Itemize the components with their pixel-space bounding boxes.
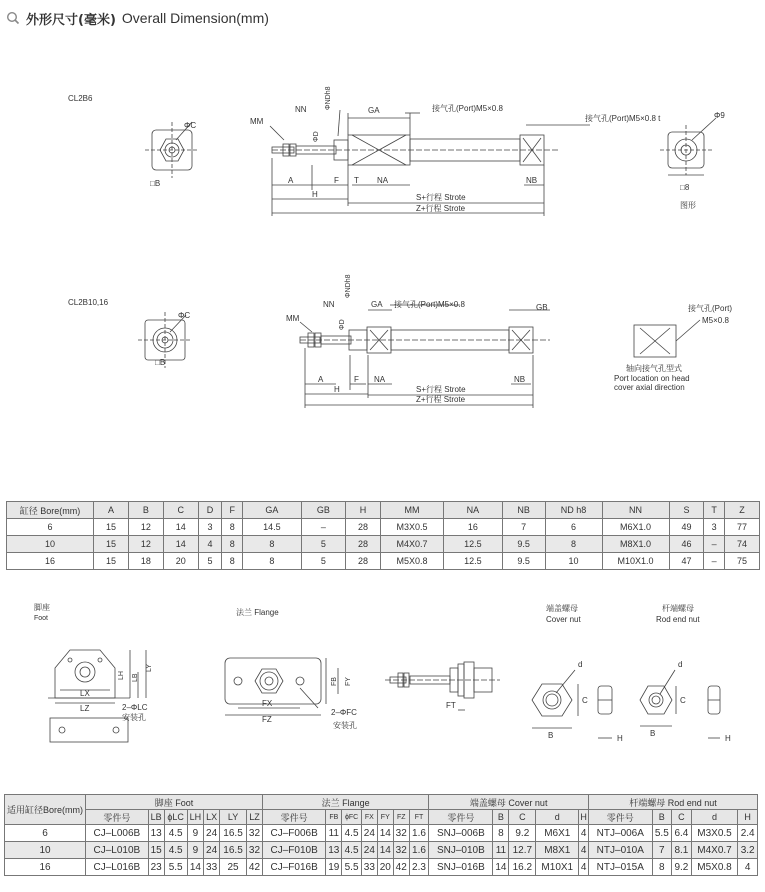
foot-title-cn: 脚座 (34, 603, 50, 612)
spec-cell: – (704, 553, 725, 570)
flange-side-drawing (385, 662, 500, 710)
flange-group-header: 法兰 Flange (262, 795, 428, 810)
cl2b6-z-stroke-label: Z+行程 Strote (416, 204, 466, 213)
cover-subheader: 零件号 (429, 810, 493, 825)
flange-cell: 11 (326, 825, 342, 842)
spec-cell: 8 (545, 536, 602, 553)
foot-group-header: 脚座 Foot (86, 795, 263, 810)
rod-nut-b-label: B (650, 729, 656, 738)
cl2b10-nn-label: NN (323, 300, 335, 309)
cl2b6-na-label: NA (377, 176, 389, 185)
spec-header: F (222, 502, 243, 519)
flange-cell: 42 (393, 859, 409, 876)
rodend-subheader: H (738, 810, 758, 825)
flange-fc-label: 2–ΦFC (331, 708, 357, 717)
spec-cell: 5 (198, 553, 222, 570)
flange-cell: 33 (361, 859, 377, 876)
title-en: Overall Dimension(mm) (121, 10, 269, 26)
flange-cell: 14 (377, 842, 393, 859)
spec-cell: 28 (346, 536, 381, 553)
cl2b10-model-label: CL2B10,16 (68, 298, 109, 307)
foot-cell: CJ–L010B (86, 842, 149, 859)
flange-subheader: FT (409, 810, 429, 825)
flange-fy-label: FY (345, 677, 352, 686)
cl2b6-shape-label: 图形 (680, 201, 696, 210)
spec-cell: M6X1.0 (602, 519, 669, 536)
foot-cell: CJ–L016B (86, 859, 149, 876)
cl2b10-z-stroke-label: Z+行程 Strote (416, 395, 466, 404)
accessory-group-header-row (5, 795, 758, 810)
spec-cell: 8 (222, 536, 243, 553)
cl2b10-nb-label: NB (514, 375, 526, 384)
cover-cell: SNJ–016B (429, 859, 493, 876)
spec-cell: 16 (7, 553, 94, 570)
cover-nut-title-cn: 端盖螺母 (546, 604, 578, 613)
spec-cell: 3 (704, 519, 725, 536)
rodend-cell: 6.4 (672, 825, 692, 842)
flange-cell: 24 (361, 825, 377, 842)
flange-cell: 32 (393, 825, 409, 842)
rod-end-title-en: Rod end nut (656, 615, 700, 624)
spec-row (7, 519, 760, 536)
spec-cell: 7 (502, 519, 545, 536)
spec-cell: 5 (301, 553, 345, 570)
cover-cell: 4 (579, 825, 589, 842)
spec-cell: 8 (243, 536, 302, 553)
cl2b6-port2-label: 接气孔(Port)M5×0.8 t (585, 114, 661, 123)
rodend-cell: M4X0.7 (691, 842, 738, 859)
cover-cell: M6X1 (536, 825, 579, 842)
spec-header: A (94, 502, 129, 519)
cl2b10-port-label: 接气孔(Port)M5×0.8 (394, 300, 465, 309)
cover-subheader: B (493, 810, 509, 825)
rodend-cell: 5.5 (652, 825, 672, 842)
foot-cell: 32 (246, 842, 262, 859)
cl2b10-port-side-label: 接气孔(Port) (688, 304, 732, 313)
bore-cell: 6 (5, 825, 86, 842)
cover-subheader: d (536, 810, 579, 825)
spec-header: NB (502, 502, 545, 519)
foot-subheader: LY (220, 810, 247, 825)
cover-nut-b-label: B (548, 731, 554, 740)
spec-header: NN (602, 502, 669, 519)
rodend-subheader: C (672, 810, 692, 825)
rodend-cell: 8.1 (672, 842, 692, 859)
spec-cell: 10 (545, 553, 602, 570)
foot-cell: 16.5 (220, 825, 247, 842)
spec-cell: 9.5 (502, 553, 545, 570)
accessory-row (5, 825, 758, 842)
foot-lb-label: LB (132, 673, 139, 682)
foot-lh-label: LH (118, 671, 125, 680)
rodend-cell: NTJ–010A (589, 842, 652, 859)
cover-nut-title-en: Cover nut (546, 615, 581, 624)
spec-table (6, 501, 760, 570)
foot-cell: 13 (148, 825, 164, 842)
foot-subheader: LX (204, 810, 220, 825)
cl2b6-d-label: ΦD (313, 131, 320, 142)
flange-hole-label: 安装孔 (333, 721, 357, 730)
rodend-cell: 3.2 (738, 842, 758, 859)
flange-ft-label: FT (446, 701, 456, 710)
foot-cell: 24 (204, 825, 220, 842)
foot-drawing (48, 650, 146, 742)
flange-subheader: FX (361, 810, 377, 825)
cl2b10-ga-label: GA (371, 300, 383, 309)
cover-cell: 4 (579, 859, 589, 876)
title-cn: 外形尺寸(毫米) (26, 12, 116, 28)
cl2b10-f-label: F (354, 375, 359, 384)
foot-cell: 33 (204, 859, 220, 876)
spec-header: T (704, 502, 725, 519)
accessory-sub-header-row (5, 810, 758, 825)
spec-cell: 14.5 (243, 519, 302, 536)
foot-lz-label: LZ (80, 704, 90, 713)
spec-cell: 12 (128, 536, 163, 553)
foot-cell: 9 (187, 842, 203, 859)
spec-cell: 14 (163, 519, 198, 536)
cl2b6-port-label: 接气孔(Port)M5×0.8 (432, 104, 503, 113)
cover-cell: 11 (493, 842, 509, 859)
cover-cell: SNJ–010B (429, 842, 493, 859)
flange-subheader: 零件号 (262, 810, 325, 825)
rodend-cell: 4 (738, 859, 758, 876)
cover-nut-drawing (532, 670, 612, 738)
foot-subheader: ϕLC (164, 810, 187, 825)
foot-subheader: LB (148, 810, 164, 825)
cover-cell: 8 (493, 825, 509, 842)
cl2b6-t-label: T (354, 176, 359, 185)
cl2b10-s-stroke-label: S+行程 Strote (416, 385, 466, 394)
spec-cell: 12 (128, 519, 163, 536)
spec-header: MM (380, 502, 443, 519)
foot-subheader: LH (187, 810, 203, 825)
spec-cell: 12.5 (443, 553, 502, 570)
flange-cell: 2.3 (409, 859, 429, 876)
rod-nut-h-label: H (725, 734, 731, 743)
rod-end-title-cn: 杆端螺母 (662, 604, 694, 613)
flange-cell: 24 (361, 842, 377, 859)
rodend-cell: M3X0.5 (691, 825, 738, 842)
foot-cell: 15 (148, 842, 164, 859)
cover-cell: 14 (493, 859, 509, 876)
spec-cell: 10 (7, 536, 94, 553)
cl2b6-sq8-label: □8 (680, 183, 690, 192)
cl2b6-f-label: F (334, 176, 339, 185)
foot-cell: 14 (187, 859, 203, 876)
cl2b10-na-label: NA (374, 375, 386, 384)
rodend-cell: 7 (652, 842, 672, 859)
cl2b6-s-stroke-label: S+行程 Strote (416, 193, 466, 202)
accessory-row (5, 859, 758, 876)
axial-port-en1: Port location on head (614, 374, 690, 383)
cover-cell: 9.2 (509, 825, 536, 842)
cl2b6-model-label: CL2B6 (68, 94, 93, 103)
rodend-subheader: B (652, 810, 672, 825)
rodend-subheader: d (691, 810, 738, 825)
cover-cell: 16.2 (509, 859, 536, 876)
flange-cell: CJ–F010B (262, 842, 325, 859)
flange-subheader: FY (377, 810, 393, 825)
flange-cell: 20 (377, 859, 393, 876)
cover-cell: SNJ–006B (429, 825, 493, 842)
spec-header: D (198, 502, 222, 519)
spec-cell: M4X0.7 (380, 536, 443, 553)
cover-group-header: 端盖螺母 Cover nut (429, 795, 589, 810)
cover-cell: 12.7 (509, 842, 536, 859)
flange-subheader: ϕFC (342, 810, 362, 825)
spec-cell: 14 (163, 536, 198, 553)
spec-cell: 18 (128, 553, 163, 570)
bore-header: 适用缸径Bore(mm) (5, 795, 86, 825)
cover-cell: M8X1 (536, 842, 579, 859)
cl2b6-a-label: A (288, 176, 294, 185)
spec-header: S (669, 502, 704, 519)
rodend-group-header: 杆端螺母 Rod end nut (589, 795, 758, 810)
foot-subheader: LZ (246, 810, 262, 825)
rodend-cell: 2.4 (738, 825, 758, 842)
cl2b6-c-label: ΦC (184, 121, 197, 130)
flange-cell: CJ–F016B (262, 859, 325, 876)
cl2b6-mm-label: MM (250, 117, 264, 126)
foot-cell: 5.5 (164, 859, 187, 876)
spec-cell: M5X0.8 (380, 553, 443, 570)
foot-cell: CJ–L006B (86, 825, 149, 842)
cover-cell: 4 (579, 842, 589, 859)
foot-hole-label: 安装孔 (122, 713, 146, 722)
foot-subheader: 零件号 (86, 810, 149, 825)
spec-cell: 12.5 (443, 536, 502, 553)
spec-cell: 77 (724, 519, 759, 536)
spec-header: GA (243, 502, 302, 519)
foot-cell: 9 (187, 825, 203, 842)
flange-cell: 14 (377, 825, 393, 842)
spec-cell: 28 (346, 553, 381, 570)
cl2b10-d-label: ΦD (339, 319, 346, 330)
flange-cell: 13 (326, 842, 342, 859)
cl2b10-h-label: H (334, 385, 340, 394)
spec-cell: 15 (94, 536, 129, 553)
foot-cell: 16.5 (220, 842, 247, 859)
spec-cell: 8 (243, 553, 302, 570)
cover-nut-d-label: d (578, 660, 583, 669)
foot-title-en: Foot (34, 615, 49, 622)
rodend-cell: NTJ–015A (589, 859, 652, 876)
rod-nut-d-label: d (678, 660, 683, 669)
spec-cell: 75 (724, 553, 759, 570)
cl2b10-c-label: ΦC (178, 311, 191, 320)
cl2b6-nn-label: NN (295, 105, 307, 114)
cl2b10-axial-port-view (634, 320, 700, 357)
spec-cell: 5 (301, 536, 345, 553)
foot-cell: 42 (246, 859, 262, 876)
spec-cell: 46 (669, 536, 704, 553)
rodend-cell: M5X0.8 (691, 859, 738, 876)
rodend-cell: NTJ–006A (589, 825, 652, 842)
flange-cell: 4.5 (342, 825, 362, 842)
accessory-row (5, 842, 758, 859)
spec-header: NA (443, 502, 502, 519)
spec-cell: M8X1.0 (602, 536, 669, 553)
foot-cell: 23 (148, 859, 164, 876)
spec-row (7, 553, 760, 570)
spec-header: GB (301, 502, 345, 519)
spec-header: ND h8 (545, 502, 602, 519)
foot-cell: 32 (246, 825, 262, 842)
spec-cell: 3 (198, 519, 222, 536)
spec-cell: 28 (346, 519, 381, 536)
cl2b10-a-label: A (318, 375, 324, 384)
flange-subheader: FB (326, 810, 342, 825)
rodend-subheader: 零件号 (589, 810, 652, 825)
flange-cell: 1.6 (409, 842, 429, 859)
cover-subheader: H (579, 810, 589, 825)
cover-nut-c-label: C (582, 696, 588, 705)
foot-cell: 25 (220, 859, 247, 876)
spec-cell: 8 (222, 553, 243, 570)
cl2b6-b-label: □B (150, 179, 161, 188)
accessory-table (4, 794, 758, 876)
spec-header: H (346, 502, 381, 519)
cover-nut-h-label: H (617, 734, 623, 743)
cover-subheader: C (509, 810, 536, 825)
foot-cell: 4.5 (164, 842, 187, 859)
flange-cell: 32 (393, 842, 409, 859)
flange-cell: CJ–F006B (262, 825, 325, 842)
foot-cell: 24 (204, 842, 220, 859)
flange-fz-label: FZ (262, 715, 272, 724)
spec-cell: 4 (198, 536, 222, 553)
spec-cell: 15 (94, 519, 129, 536)
cl2b6-nb-label: NB (526, 176, 538, 185)
cl2b10-nd-label: ΦNDh8 (345, 274, 352, 298)
foot-lx-label: LX (80, 689, 90, 698)
rodend-cell: 8 (652, 859, 672, 876)
flange-title: 法兰 Flange (236, 608, 279, 617)
flange-fb-label: FB (331, 677, 338, 686)
spec-cell: 6 (7, 519, 94, 536)
cl2b6-h-label: H (312, 190, 318, 199)
bore-cell: 16 (5, 859, 86, 876)
spec-cell: 74 (724, 536, 759, 553)
spec-cell: – (704, 536, 725, 553)
spec-cell: 9.5 (502, 536, 545, 553)
spec-row (7, 536, 760, 553)
spec-header: C (163, 502, 198, 519)
spec-cell: 15 (94, 553, 129, 570)
spec-cell: 47 (669, 553, 704, 570)
flange-cell: 19 (326, 859, 342, 876)
cover-cell: M10X1 (536, 859, 579, 876)
flange-cell: 4.5 (342, 842, 362, 859)
axial-port-cn: 轴向接气孔型式 (626, 364, 682, 373)
cl2b10-b-label: □B (155, 358, 166, 367)
spec-cell: 8 (222, 519, 243, 536)
bore-cell: 10 (5, 842, 86, 859)
foot-lc-label: 2–ΦLC (122, 703, 148, 712)
rodend-cell: 9.2 (672, 859, 692, 876)
spec-header: Z (724, 502, 759, 519)
foot-ly-label: LY (146, 663, 153, 672)
rod-nut-c-label: C (680, 696, 686, 705)
cl2b6-ga-label: GA (368, 106, 380, 115)
spec-cell: M3X0.5 (380, 519, 443, 536)
spec-cell: M10X1.0 (602, 553, 669, 570)
spec-cell: 16 (443, 519, 502, 536)
spec-header: 缸径 Bore(mm) (7, 502, 94, 519)
spec-cell: 6 (545, 519, 602, 536)
flange-cell: 1.6 (409, 825, 429, 842)
flange-fx-label: FX (262, 699, 273, 708)
spec-cell: 20 (163, 553, 198, 570)
cl2b6-phi9-label: Φ9 (714, 111, 725, 120)
cl2b10-port-side2-label: M5×0.8 (702, 316, 729, 325)
cl2b6-nd-label: ΦNDh8 (325, 86, 332, 110)
cl2b6-end-view (145, 122, 199, 178)
cl2b6-port-view (660, 118, 716, 175)
spec-cell: 49 (669, 519, 704, 536)
cl2b10-mm-label: MM (286, 314, 300, 323)
flange-subheader: FZ (393, 810, 409, 825)
spec-header: B (128, 502, 163, 519)
axial-port-en2: cover axial direction (614, 383, 685, 392)
foot-cell: 4.5 (164, 825, 187, 842)
cl2b10-gb-label: GB (536, 303, 548, 312)
spec-cell: – (301, 519, 345, 536)
flange-cell: 5.5 (342, 859, 362, 876)
spec-header-row (7, 502, 760, 519)
flange-drawing (225, 658, 338, 715)
